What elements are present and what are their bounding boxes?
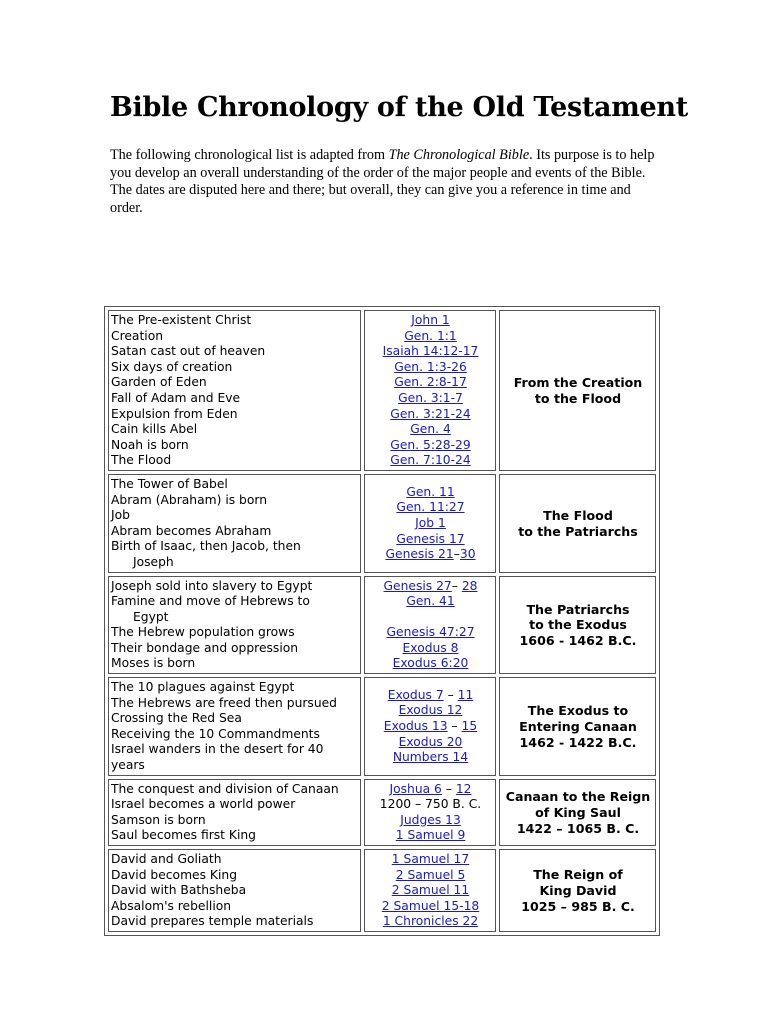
event-item: Abram (Abraham) is born xyxy=(111,492,268,507)
reference-line xyxy=(367,547,494,563)
scripture-link[interactable]: Numbers 14 xyxy=(392,750,469,765)
era-cell xyxy=(499,677,656,776)
era-cell xyxy=(499,310,656,471)
event-item: The Pre-existent Christ xyxy=(111,313,252,327)
scripture-link[interactable]: Genesis 17 xyxy=(396,531,465,546)
scripture-link[interactable]: Gen. 11 xyxy=(406,484,455,499)
event-item: The Tower of Babel xyxy=(111,476,228,491)
reference-line xyxy=(367,719,494,735)
reference-text: 1200 – 750 B. C. xyxy=(379,797,482,812)
reference-line xyxy=(367,407,494,423)
scripture-link[interactable]: Gen. 11:27 xyxy=(396,500,465,515)
event-item: The 10 plagues against Egypt xyxy=(111,680,295,695)
era-cell xyxy=(499,779,656,846)
event-item: The conquest and division of Canaan xyxy=(111,781,339,796)
events-cell xyxy=(108,849,361,932)
event-item: Six days of creation xyxy=(111,359,233,374)
event-item: Crossing the Red Sea xyxy=(111,711,242,726)
reference-line xyxy=(367,883,494,899)
scripture-link[interactable]: 2 Samuel 11 xyxy=(391,883,470,898)
intro-paragraph xyxy=(110,147,660,217)
event-item: Garden of Eden xyxy=(111,375,207,390)
reference-line xyxy=(367,656,494,672)
scripture-link[interactable]: Gen. 41 xyxy=(406,594,455,609)
event-item: The Hebrews are freed then pursued xyxy=(111,695,337,710)
scripture-references-cell xyxy=(364,310,496,471)
era-label: 1462 - 1422 B.C. xyxy=(519,734,637,750)
event-item: Cain kills Abel xyxy=(111,422,198,437)
era-label: 1025 – 985 B. C. xyxy=(521,898,635,914)
era-cell xyxy=(499,576,656,675)
event-item: Samson is born xyxy=(111,812,206,827)
event-item: David with Bathsheba xyxy=(111,883,247,898)
scripture-link[interactable]: Gen. 4 xyxy=(410,422,451,437)
event-item: Absalom's rebellion xyxy=(111,898,232,913)
event-item: Saul becomes first King xyxy=(111,828,256,843)
reference-line xyxy=(367,516,494,532)
event-item: Expulsion from Eden xyxy=(111,406,238,421)
reference-line xyxy=(367,625,494,641)
reference-line xyxy=(367,375,494,391)
event-item: Moses is born xyxy=(111,656,196,671)
reference-line xyxy=(367,313,494,329)
scripture-link[interactable]: Gen. 1:1 xyxy=(404,328,457,343)
scripture-link[interactable]: 2 Samuel 15-18 xyxy=(381,898,480,913)
scripture-references-cell xyxy=(364,849,496,932)
events-cell xyxy=(108,576,361,675)
scripture-link[interactable]: Gen. 2:8-17 xyxy=(394,375,467,390)
table-row xyxy=(108,779,656,846)
scripture-link[interactable]: 1 Samuel 9 xyxy=(395,828,466,843)
reference-text: – xyxy=(447,719,462,734)
scripture-link[interactable]: Isaiah 14:12-17 xyxy=(382,344,479,359)
scripture-link[interactable]: Gen. 5:28-29 xyxy=(390,437,471,452)
era-label: to the Exodus xyxy=(529,617,627,633)
reference-text: – xyxy=(451,578,462,593)
event-item: Job xyxy=(111,508,130,523)
reference-line xyxy=(367,610,494,626)
era-label: to the Flood xyxy=(534,390,622,406)
scripture-link[interactable]: 12 xyxy=(455,781,472,796)
reference-line xyxy=(367,868,494,884)
events-cell xyxy=(108,474,361,573)
scripture-link[interactable]: Judges 13 xyxy=(400,812,461,827)
era-label: Canaan to the Reign xyxy=(505,789,651,805)
reference-line xyxy=(367,500,494,516)
scripture-link[interactable]: John 1 xyxy=(411,313,450,327)
intro-text-before: The following chronological list is adapted from xyxy=(110,147,389,163)
era-label: King David xyxy=(539,883,617,899)
reference-line xyxy=(367,828,494,844)
reference-line xyxy=(367,532,494,548)
scripture-link[interactable]: Exodus 12 xyxy=(398,703,463,718)
reference-line xyxy=(367,344,494,360)
scripture-link[interactable]: Genesis 21 xyxy=(385,547,454,562)
era-label: Entering Canaan xyxy=(519,718,637,734)
reference-line xyxy=(367,750,494,766)
scripture-link[interactable]: 15 xyxy=(461,719,478,734)
event-item: Fall of Adam and Eve xyxy=(111,390,241,405)
reference-line xyxy=(367,852,494,868)
scripture-link[interactable]: Gen. 3:21-24 xyxy=(390,406,471,421)
page-title: Bible Chronology of the Old Testament xyxy=(110,92,688,123)
reference-line xyxy=(367,899,494,915)
event-item: Birth of Isaac, then Jacob, then xyxy=(111,539,301,554)
era-label: 1422 – 1065 B. C. xyxy=(516,820,640,836)
event-item: Joseph sold into slavery to Egypt xyxy=(111,578,313,593)
scripture-link[interactable]: 1 Samuel 17 xyxy=(391,852,470,866)
events-cell xyxy=(108,779,361,846)
scripture-link[interactable]: Exodus 20 xyxy=(398,734,463,749)
reference-line xyxy=(367,813,494,829)
reference-line xyxy=(367,641,494,657)
scripture-link[interactable]: Exodus 6:20 xyxy=(392,656,469,671)
era-label: to the Patriarchs xyxy=(518,523,638,539)
event-item: years xyxy=(111,758,145,773)
scripture-link[interactable]: Genesis 47:27 xyxy=(386,625,475,640)
scripture-link[interactable]: Genesis 27 xyxy=(383,578,452,593)
scripture-link[interactable]: 2 Samuel 5 xyxy=(395,867,466,882)
era-label: The Exodus to xyxy=(527,703,629,719)
reference-line xyxy=(367,703,494,719)
reference-line xyxy=(367,782,494,798)
scripture-link[interactable]: 11 xyxy=(457,687,474,702)
intro-book-title: The Chronological Bible xyxy=(388,147,530,163)
reference-line xyxy=(367,422,494,438)
era-cell xyxy=(499,849,656,932)
reference-line xyxy=(367,360,494,376)
event-item: Famine and move of Hebrews to xyxy=(111,594,310,609)
era-cell xyxy=(499,474,656,573)
intro-text-after: . Its purpose is to help you develop an overall understanding of the order of the major people and events of the Bible. The dates are disputed here and there; but overall, they can give you a reference in time and order. xyxy=(110,147,655,216)
event-item: Egypt xyxy=(133,609,169,624)
event-item: Abram becomes Abraham xyxy=(111,523,272,538)
reference-line xyxy=(367,735,494,751)
event-item: The Flood xyxy=(111,453,172,468)
scripture-references-cell xyxy=(364,474,496,573)
reference-line xyxy=(367,391,494,407)
scripture-link[interactable]: Gen. 3:1-7 xyxy=(398,390,463,405)
event-item: Joseph xyxy=(133,554,174,569)
reference-line xyxy=(367,914,494,930)
scripture-link[interactable]: Gen. 7:10-24 xyxy=(390,453,471,468)
reference-line xyxy=(367,485,494,501)
scripture-references-cell xyxy=(364,576,496,675)
reference-line xyxy=(367,688,494,704)
reference-line xyxy=(367,438,494,454)
scripture-link[interactable]: Job 1 xyxy=(415,515,446,530)
event-item: David prepares temple materials xyxy=(111,914,314,929)
table-row xyxy=(108,849,656,932)
reference-line xyxy=(367,329,494,345)
era-label: The Flood xyxy=(543,507,613,523)
event-item: Satan cast out of heaven xyxy=(111,344,266,359)
scripture-link[interactable]: Gen. 1:3-26 xyxy=(394,359,467,374)
table-row xyxy=(108,474,656,573)
era-label: of King Saul xyxy=(535,804,621,820)
event-item: Their bondage and oppression xyxy=(111,640,299,655)
reference-text: – xyxy=(443,687,458,702)
reference-line xyxy=(367,579,494,595)
scripture-link[interactable]: Exodus 8 xyxy=(402,640,459,655)
scripture-link[interactable]: Exodus 7 xyxy=(387,687,444,702)
chronology-table-body xyxy=(108,310,656,932)
scripture-link[interactable]: 1 Chronicles 22 xyxy=(382,914,479,929)
events-cell xyxy=(108,310,361,471)
scripture-references-cell xyxy=(364,779,496,846)
event-item: Israel wanders in the desert for 40 xyxy=(111,742,324,757)
table-row xyxy=(108,677,656,776)
event-item: The Hebrew population grows xyxy=(111,625,295,640)
era-label: 1606 - 1462 B.C. xyxy=(519,633,637,649)
event-item: Receiving the 10 Commandments xyxy=(111,726,320,741)
table-row xyxy=(108,310,656,471)
events-cell xyxy=(108,677,361,776)
chronology-table xyxy=(104,306,660,936)
reference-line xyxy=(367,797,494,813)
event-item: Israel becomes a world power xyxy=(111,797,296,812)
reference-text: – xyxy=(441,781,456,796)
event-item: Creation xyxy=(111,328,164,343)
event-item: Noah is born xyxy=(111,437,189,452)
era-label: The Patriarchs xyxy=(526,601,630,617)
reference-line xyxy=(367,594,494,610)
reference-line xyxy=(367,453,494,469)
scripture-link[interactable]: Exodus 13 xyxy=(383,719,448,734)
scripture-references-cell xyxy=(364,677,496,776)
scripture-link[interactable]: Joshua 6 xyxy=(389,781,442,796)
event-item: David becomes King xyxy=(111,867,238,882)
reference-text: – xyxy=(453,547,460,562)
scripture-link[interactable]: 30 xyxy=(459,547,476,562)
table-row xyxy=(108,576,656,675)
era-label: From the Creation xyxy=(513,375,643,391)
era-label: The Reign of xyxy=(533,867,623,883)
event-item: David and Goliath xyxy=(111,852,222,866)
scripture-link[interactable]: 28 xyxy=(461,578,478,593)
